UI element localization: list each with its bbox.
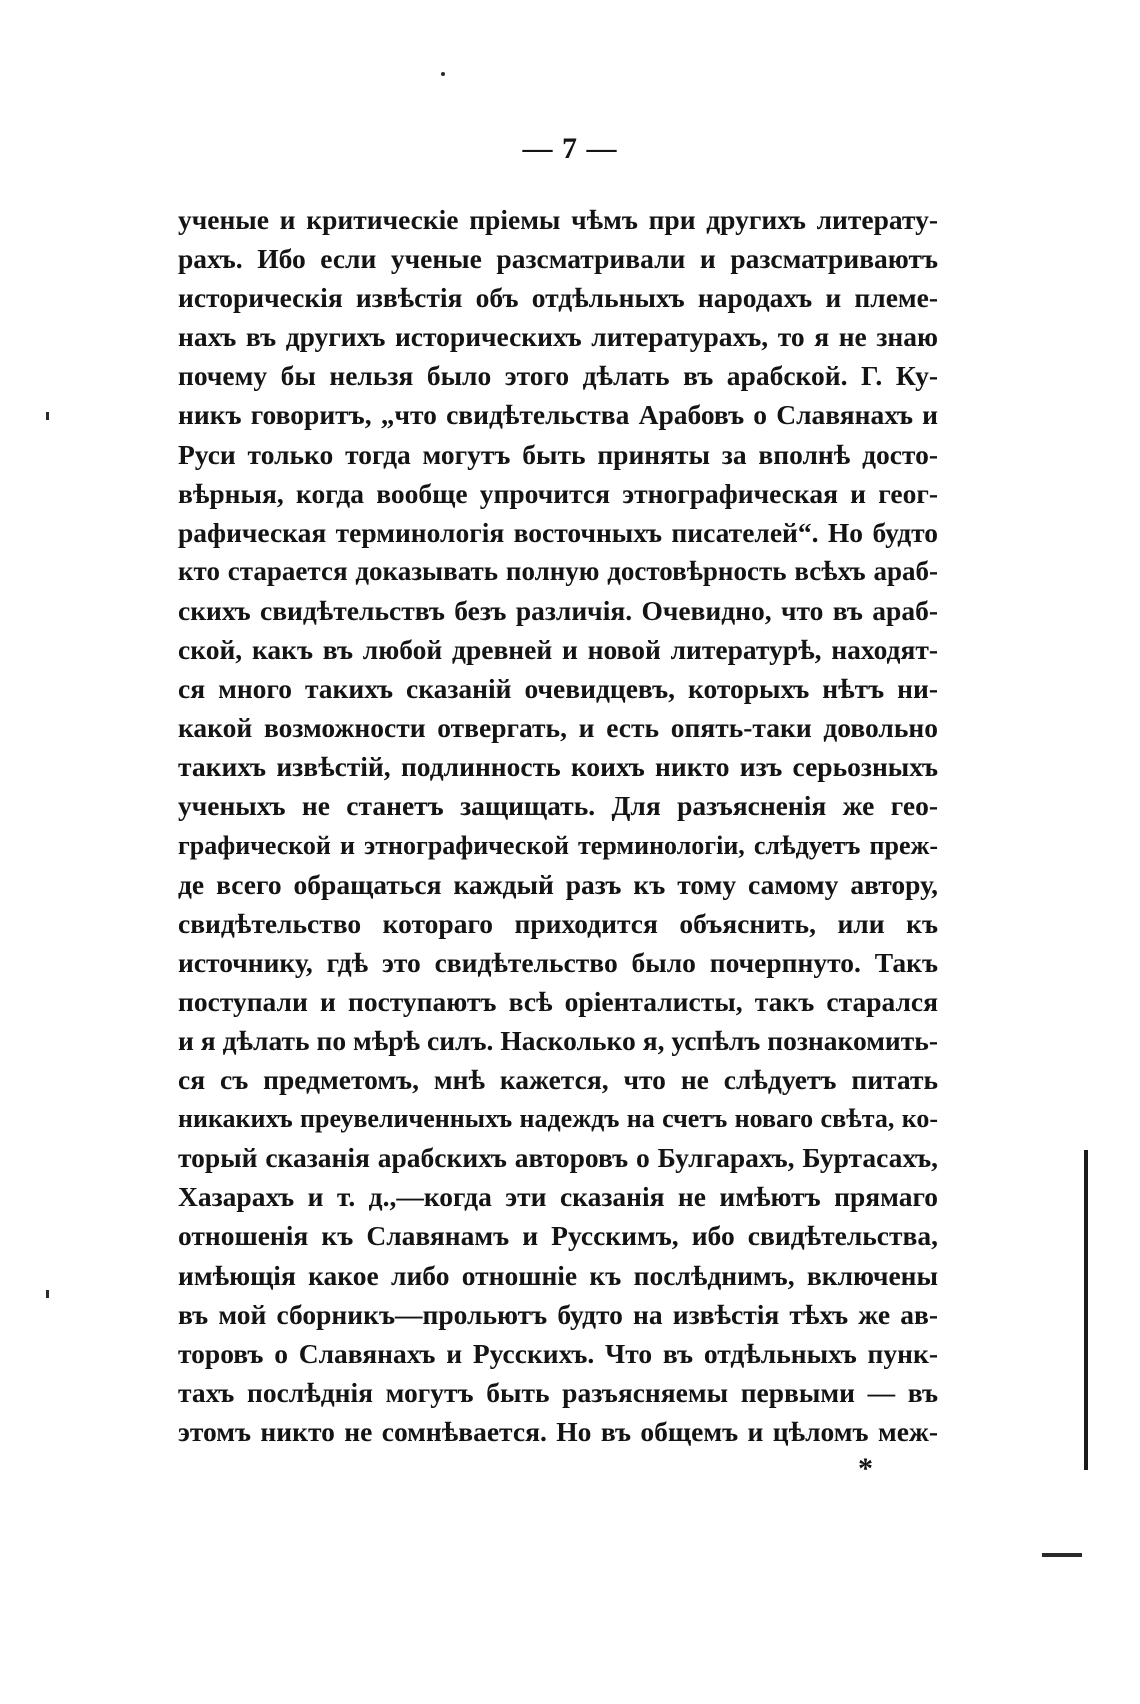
text-line: торый сказанія арабскихъ авторовъ о Булгарахъ, Буртасахъ, <box>178 1142 938 1174</box>
text-line: такихъ извѣстій, подлинность коихъ никто изъ серьозныхъ <box>178 751 938 783</box>
text-line: этомъ никто не сомнѣвается. Но въ общемъ и цѣломъ меж- <box>178 1415 938 1447</box>
text-line: почему бы нельзя было этого дѣлать въ арабской. Г. Ку- <box>178 360 938 392</box>
text-line: ской, какъ въ любой древней и новой литературѣ, находят- <box>178 634 938 666</box>
text-line: ученыхъ не станетъ защищать. Для разъясненія же гео- <box>178 790 938 822</box>
footnote-mark: * <box>858 1452 873 1485</box>
text-line: ся съ предметомъ, мнѣ кажется, что не слѣдуетъ питать <box>178 1064 938 1096</box>
text-line: имѣющія какое либо отношніе къ послѣднимъ, включены <box>178 1259 938 1291</box>
text-line: историческія извѣстія объ отдѣльныхъ народахъ и племе- <box>178 282 938 314</box>
body-text <box>178 200 938 1451</box>
text-line: въ мой сборникъ—прольютъ будто на извѣстія тѣхъ же ав- <box>178 1298 938 1330</box>
text-line: ученые и критическіе пріемы чѣмъ при другихъ литерату- <box>178 204 938 235</box>
text-line: скихъ свидѣтельствъ безъ различія. Очевидно, что въ араб- <box>178 594 938 626</box>
text-line: Хазарахъ и т. д.,—когда эти сказанія не имѣютъ прямаго <box>178 1181 938 1213</box>
text-line: Руси только тогда могутъ быть приняты за вполнѣ досто- <box>178 438 938 470</box>
text-line: вѣрныя, когда вообще упрочится этнографическая и геог- <box>178 477 938 509</box>
text-line: рафическая терминологія восточныхъ писателей“. Но будто <box>178 516 938 548</box>
text-line: де всего обращаться каждый разъ къ тому самому автору, <box>178 868 938 900</box>
page-number: — 7 — <box>522 132 618 165</box>
text-line: торовъ о Славянахъ и Русскихъ. Что въ отдѣльныхъ пунк- <box>178 1337 938 1369</box>
text-line: тахъ послѣднія могутъ быть разъясняемы первыми — въ <box>178 1376 938 1408</box>
text-line: нахъ въ другихъ историческихъ литературахъ, то я не знаю <box>178 321 938 353</box>
text-line: источнику, гдѣ это свидѣтельство было почерпнуто. Такъ <box>178 946 938 978</box>
scan-speck <box>441 72 445 76</box>
text-line: никакихъ преувеличенныхъ надеждъ на счетъ новаго свѣта, ко- <box>178 1104 938 1134</box>
text-line: и я дѣлать по мѣрѣ силъ. Насколько я, успѣлъ познакомить- <box>178 1024 938 1056</box>
text-line: поступали и поступаютъ всѣ оріенталисты, такъ старался <box>178 985 938 1017</box>
text-line: свидѣтельство котораго приходится объяснить, или къ <box>178 907 938 939</box>
scan-edge-mark <box>1084 1150 1088 1470</box>
text-line: ся много такихъ сказаній очевидцевъ, которыхъ нѣтъ ни- <box>178 673 938 705</box>
text-line: графической и этнографической терминологіи, слѣдуетъ преж- <box>178 830 938 860</box>
text-line: кто старается доказывать полную достовѣрность всѣхъ араб- <box>178 555 938 586</box>
scan-speck <box>46 1290 49 1298</box>
text-line: какой возможности отвергать, и есть опять-таки довольно <box>178 712 938 744</box>
scan-speck <box>1042 1553 1082 1557</box>
scan-speck <box>46 412 49 420</box>
text-line: никъ говоритъ, „что свидѣтельства Арабовъ о Славянахъ и <box>178 399 938 431</box>
text-line: отношенія къ Славянамъ и Русскимъ, ибо свидѣтельства, <box>178 1220 938 1252</box>
text-line: рахъ. Ибо если ученые разсматривали и разсматриваютъ <box>178 243 938 275</box>
